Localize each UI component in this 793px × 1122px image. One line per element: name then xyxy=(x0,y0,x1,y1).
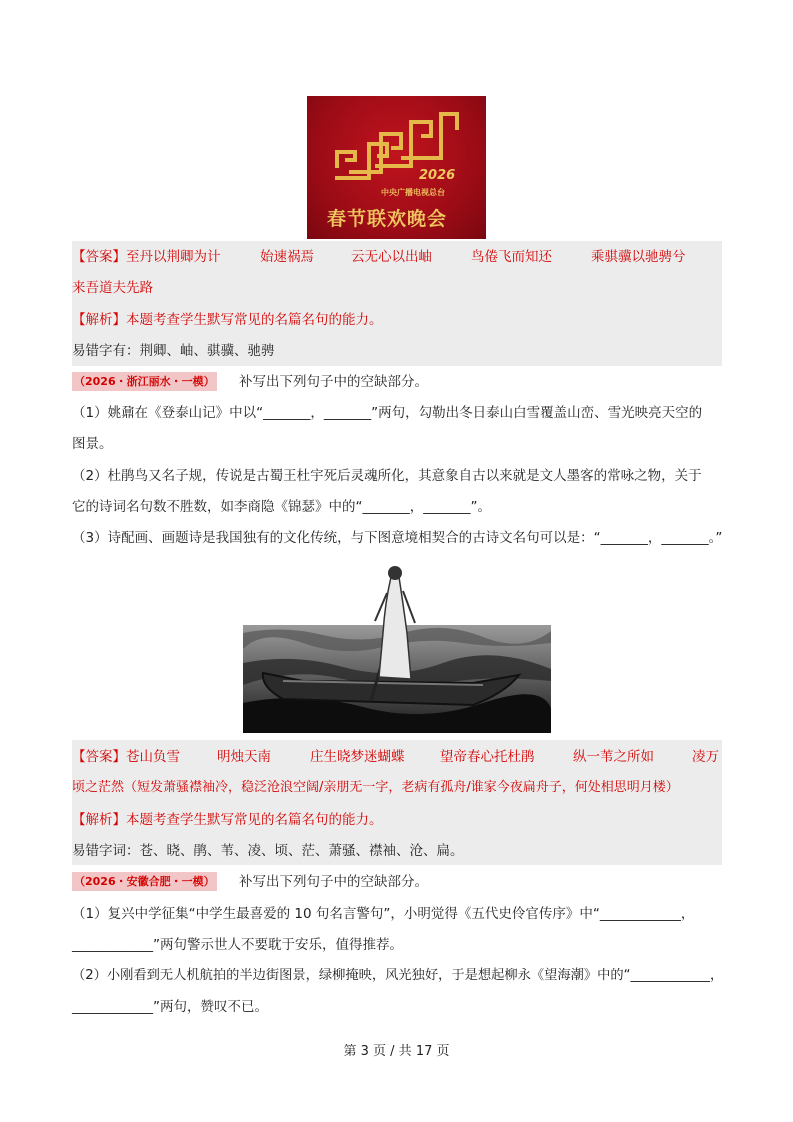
answer-item: 庄生晓梦迷蝴蝶 xyxy=(310,749,405,765)
analysis-text: 【解析】本题考查学生默写常见的名篇名句的能力。 xyxy=(72,312,383,328)
answer-label: 【答案】 xyxy=(72,249,126,265)
logo-year: 2026 xyxy=(419,168,456,183)
answer-item: 明烛天南 xyxy=(217,749,271,765)
answer-item: 凌万 xyxy=(692,749,719,765)
answer-line-2 xyxy=(72,747,180,767)
question-item-2-cont: 它的诗词名句数不胜数，如李商隐《锦瑟》中的“_______，_______”。 xyxy=(72,499,491,515)
analysis xyxy=(72,810,383,830)
answer-continuation: 顷之茫然（短发萧骚襟袖冷，稳泛沧浪空阔/亲朋无一字，老病有孤舟/谁家今夜扁舟子，何处相思明月楼） xyxy=(72,780,679,795)
question-item-1-cont: ____________”两句警示世人不要耽于安乐，值得推荐。 xyxy=(72,937,403,953)
question-prompt: 补写出下列句子中的空缺部分。 xyxy=(239,374,428,390)
error-words: 易错字词：苍、晓、鹃、苇、凌、顷、茫、萧骚、襟袖、沧、扁。 xyxy=(72,843,464,859)
question-item-1: （1）复兴中学征集“中学生最喜爱的 10 句名言警句”，小明觉得《五代史伶官传序》中“____________， xyxy=(72,906,695,922)
question-item-3: （3）诗配画、画题诗是我国独有的文化传统，与下图意境相契合的古诗文名句可以是：“_______，_______。” xyxy=(72,530,723,546)
question-item-2: （2）小刚看到无人机航拍的半边街图景，绿柳掩映，风光独好，于是想起柳永《望海潮》中的“____________， xyxy=(72,968,724,983)
logo-title: 春节联欢晚会 xyxy=(327,208,448,230)
logo-org: 中央广播电视总台 xyxy=(381,188,445,197)
answer-item: 始速祸焉 xyxy=(260,249,314,265)
source-tag: （2026・安徽合肥・一模） xyxy=(72,872,217,891)
answer-item: 至丹以荆卿为计 xyxy=(126,249,221,265)
analysis-text: 【解析】本题考查学生默写常见的名篇名句的能力。 xyxy=(72,812,383,828)
answer-item: 望帝春心托杜鹃 xyxy=(440,749,535,765)
gala-logo xyxy=(307,96,486,239)
source-tag: （2026・浙江丽水・一模） xyxy=(72,372,217,391)
answer-item: 乘骐骥以驰骋兮 xyxy=(591,249,686,265)
question-item-1: （1）姚鼐在《登泰山记》中以“_______，_______”两句，勾勒出冬日泰山白雪覆盖山峦、雪光映亮天空的 xyxy=(72,405,703,421)
page-number: 第 3 页 / 共 17 页 xyxy=(343,1044,450,1059)
answer-line-1 xyxy=(72,247,221,267)
answer-item: 鸟倦飞而知还 xyxy=(471,249,552,265)
answer-label: 【答案】 xyxy=(72,749,126,765)
answer-item: 云无心以出岫 xyxy=(351,249,432,265)
boat-scene-drawing xyxy=(243,563,551,733)
question-item-2-cont: ____________”两句，赞叹不已。 xyxy=(72,999,268,1015)
answer-item: 苍山负雪 xyxy=(126,749,180,765)
question-prompt: 补写出下列句子中的空缺部分。 xyxy=(239,874,428,890)
answer-continuation: 来吾道夫先路 xyxy=(72,280,153,296)
question-item-2: （2）杜鹃鸟又名子规，传说是古蜀王杜宇死后灵魂所化，其意象自古以来就是文人墨客的常咏之物，关于 xyxy=(72,468,702,484)
analysis xyxy=(72,310,383,330)
answer-item: 纵一苇之所如 xyxy=(573,749,654,765)
question-item-1-cont: 图景。 xyxy=(72,436,113,452)
boat-illustration xyxy=(243,563,551,733)
error-words: 易错字有：荆卿、岫、骐骥、驰骋 xyxy=(72,343,275,359)
